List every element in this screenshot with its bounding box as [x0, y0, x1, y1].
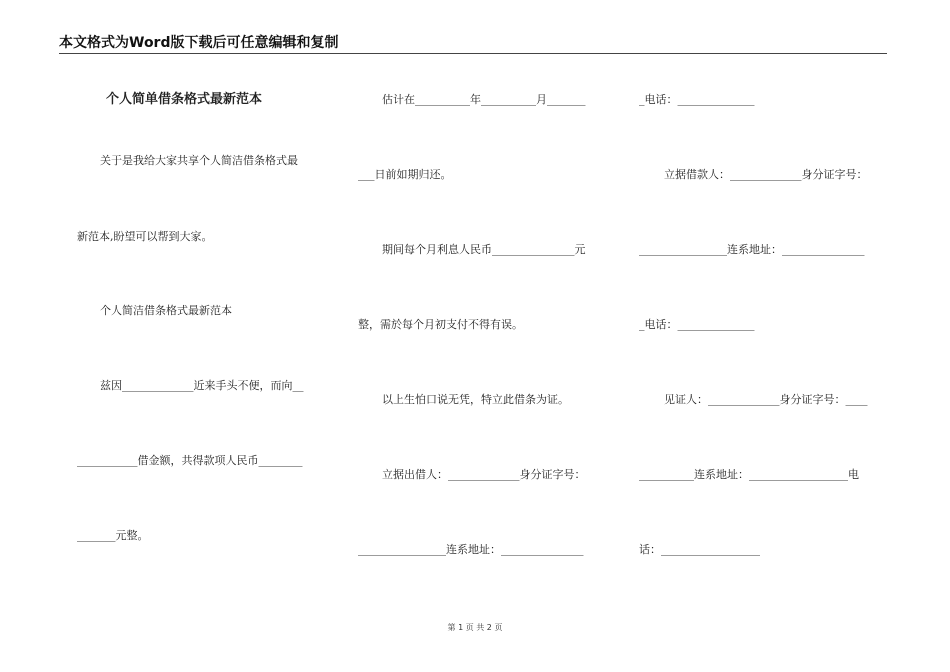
paragraph-line: 兹因_____________近来手头不便，而向__ [100, 379, 304, 392]
paragraph-line: ___________借金额，共得款项人民币________ [77, 454, 303, 467]
paragraph-line: ___日前如期归还。 [358, 168, 452, 181]
paragraph-line: 见证人：_____________身分证字号：____ [664, 393, 868, 406]
paragraph-line: ________________连系地址：_______________ [639, 243, 865, 256]
page-number: 第 1 页 共 2 页 [447, 623, 503, 632]
paragraph-line: 估计在__________年__________月_______ [382, 93, 586, 106]
paragraph-line: 立据借款人：_____________身分证字号： [664, 168, 868, 181]
document-header: 本文格式为Word版下载后可任意编辑和复制 [59, 33, 887, 54]
document-title: 个人简单借条格式最新范本 [106, 92, 263, 107]
paragraph-line: ________________连系地址：_______________ [358, 543, 584, 556]
paragraph-line: 立据出借人：_____________身分证字号： [382, 468, 586, 481]
paragraph-line: 个人简洁借条格式最新范本 [100, 304, 232, 317]
paragraph-line: 关于是我给大家共享个人简洁借条格式最 [100, 154, 298, 167]
paragraph-line: 新范本,盼望可以帮到大家。 [77, 230, 213, 243]
paragraph-line: 话：__________________ [639, 543, 760, 556]
paragraph-line: __________连系地址：__________________电 [639, 468, 859, 481]
paragraph-line: _电话：______________ [639, 318, 755, 331]
paragraph-line: 期间每个月利息人民币_______________元 [382, 243, 586, 256]
paragraph-line: _______元整。 [77, 529, 149, 542]
paragraph-line: 以上生怕口说无凭，特立此借条为证。 [382, 393, 569, 406]
paragraph-line: _电话：______________ [639, 93, 755, 106]
paragraph-line: 整，需於每个月初支付不得有误。 [358, 318, 523, 331]
